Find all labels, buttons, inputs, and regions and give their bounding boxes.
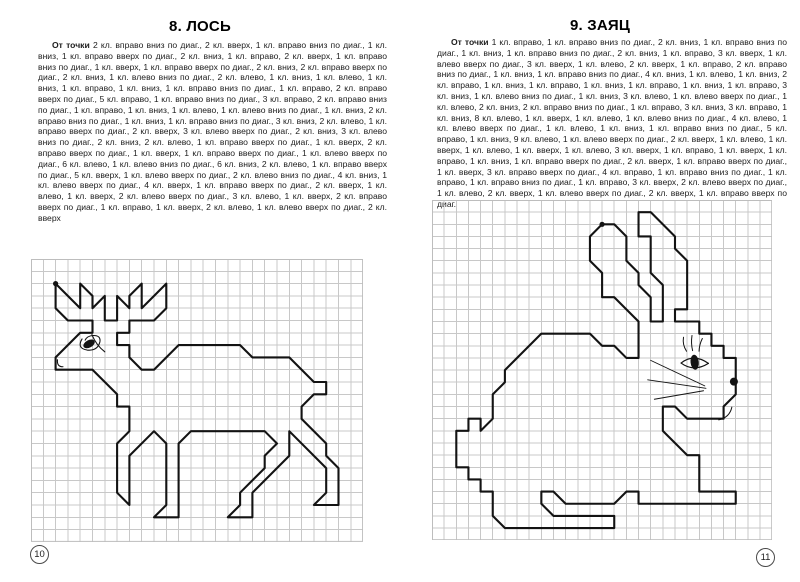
start-point-dot [53,281,58,286]
hare-grid-drawing-svg [432,200,772,540]
dictation-text-moose [38,40,387,224]
page-title-moose: 8. ЛОСЬ [169,18,231,35]
dictation-lead: От точки [52,40,90,50]
page-title-hare: 9. ЗАЯЦ [569,17,631,34]
dictation-steps: 2 кл. вправо вниз по диаг., 2 кл. вверх, 1 кл. вправо вниз по диаг., 1 кл. вниз, 1 кл. вправо вверх по диаг., 2 кл. вниз, 1 кл. вправо, 2 кл. вверх, 1 кл. вправо вниз по диаг., 1 кл. вверх, 1 кл. вправо вверх по диаг., 2 кл. вниз, 2 кл. вправо вверх по диаг., 2 кл. вниз, 1 кл. влево вниз по диаг., 2 кл. влево, 1 кл. вниз, 1 кл. влево, 1 кл. вниз, 1 кл. вправо, 1 кл. вниз, 1 кл. вправо вниз по диаг., 1 кл. вправо, 2 кл. вправо вверх по диаг., 5 кл. вправо, 1 кл. вправо вниз по диаг., 3 кл. вправо, 2 кл. вправо вниз по диаг., 1 кл. вправо, 1 кл. вниз, 1 кл. влево, 1 кл. влево вниз по диаг., 1 кл. вниз, 2 кл. вправо вниз по диаг., 1 кл. вниз, 1 кл. вправо вниз по диаг., 3 кл. вниз, 2 кл. влево, 1 кл. вправо вверх по диаг., 2 кл. вверх, 3 кл. влево вверх по диаг., 2 кл. вниз, 3 кл. влево вниз по диаг., 2 кл. вниз, 2 кл. влево, 1 кл. вправо вверх по диаг., 1 кл. вверх, 2 кл. вправо вверх по диаг., 1 кл. вверх, 1 кл. вправо вверх по диаг., 1 кл. влево вверх по диаг., 6 кл. влево, 1 кл. влево вниз по диаг., 6 кл. вниз, 2 кл. влево, 1 кл. вправо вверх по диаг., 5 кл. вверх, 1 кл. влево вверх по диаг., 2 кл. влево вниз по диаг., 4 кл. вниз, 1 кл. влево вверх по диаг., 4 кл. вверх, 1 кл. вправо вверх по диаг., 2 кл. вверх, 1 кл. влево, 1 кл. вверх, 2 кл. влево вверх по диаг., 3 кл. влево, 1 кл. вверх, 2 кл. вправо вверх по диаг., 1 кл. вправо, 1 кл. вверх, 2 кл. влево, 1 кл. влево вверх по диаг., 2 кл. вверх [38,40,388,223]
moose-grid-drawing-svg [31,259,363,542]
nose-dot [730,378,738,386]
whisker-line [654,391,703,400]
start-point-dot [599,222,604,227]
page-number-right: 11 [756,548,775,567]
whisker-line [648,380,706,389]
dictation-lead: От точки [451,37,489,47]
hare-figure [432,200,772,540]
page-right [400,0,800,582]
face-detail-stroke [683,337,686,351]
moose-figure [31,259,363,542]
grid-paper-lines [432,200,772,540]
page-number-left: 10 [30,545,49,564]
dictation-outline-path [56,284,339,518]
face-detail-stroke [692,335,693,350]
dictation-text-hare [437,37,787,210]
dictation-steps: 1 кл. вправо, 1 кл. вправо вниз по диаг., 2 кл. вниз, 1 кл. вправо вниз по диаг., 1 кл. вниз, 1 кл. вправо вниз по диаг., 2 кл. вниз, 1 кл. вправо, 3 кл. вверх, 1 кл. влево вверх по диаг., 3 кл. вверх, 1 кл. влево, 2 кл. вверх, 1 кл. вправо, 2 кл. вправо вниз по диаг., 1 кл. вниз, 1 кл. вправо вниз по диаг., 4 кл. вниз, 1 кл. влево, 1 кл. вниз, 2 кл. вправо, 1 кл. вниз, 1 кл. вправо, 1 кл. вниз, 1 кл. вправо, 1 кл. вниз, 1 кл. вправо, 3 кл. вниз, 1 кл. влево вниз по диаг., 1 кл. вниз, 3 кл. влево, 1 кл. влево вверх по диаг., 1 кл. влево, 2 кл. вниз, 2 кл. вправо вниз по диаг., 1 кл. вправо, 3 кл. вниз, 3 кл. вправо, 1 кл. вниз, 8 кл. влево, 1 кл. вверх, 1 кл. влево, 1 кл. влево вниз по диаг., 4 кл. влево, 1 кл. влево вверх по диаг., 1 кл. влево, 1 кл. вниз, 1 кл. вправо вниз по диаг., 5 кл. вправо, 1 кл. вниз, 9 кл. влево, 1 кл. влево вверх по диаг., 2 кл. вверх, 1 кл. влево, 1 кл. вверх, 1 кл. влево, 1 кл. вверх, 1 кл. влево, 3 кл. вверх, 1 кл. вправо, 1 кл. вверх, 1 кл. вправо, 1 кл. вниз, 1 кл. вправо вверх по диаг., 2 кл. вверх, 1 кл. вправо вверх по диаг., 1 кл. вверх, 3 кл. вправо вверх по диаг., 4 кл. вправо, 1 кл. вправо вниз по диаг., 1 кл. вправо, 1 кл. вправо вниз по диаг., 1 кл. вправо, 3 кл. вверх, 2 кл. влево вверх по диаг., 1 кл. влево, 2 кл. вверх, 1 кл. влево вверх по диаг., 2 кл. вверх, 1 кл. вправо вверх по диаг. [437,37,787,209]
face-detail-stroke [57,360,63,367]
